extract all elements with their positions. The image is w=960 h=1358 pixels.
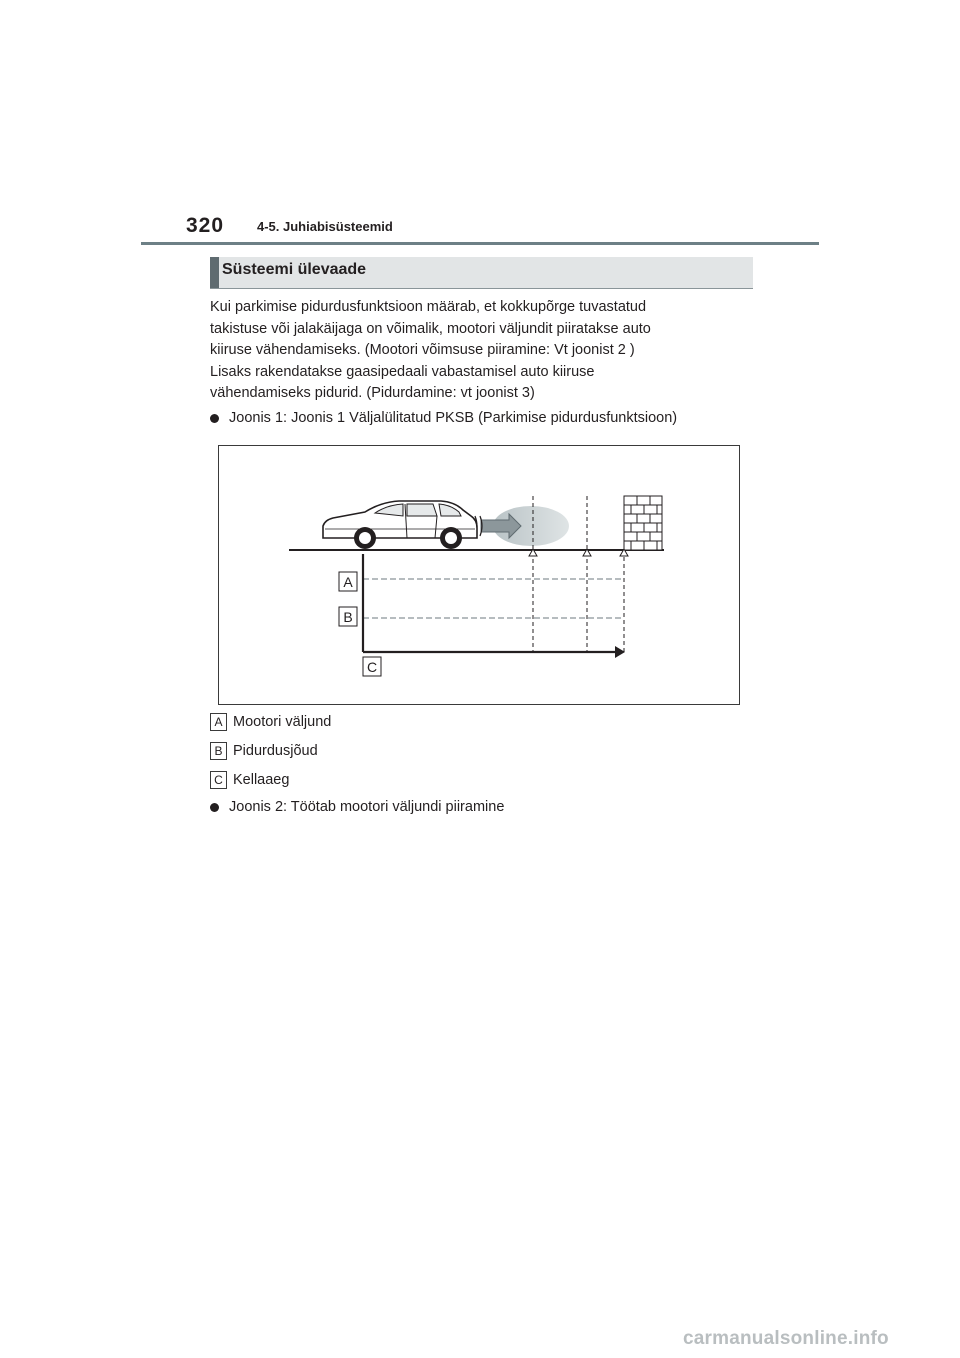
body-paragraph: [210, 297, 770, 405]
body-line: takistuse või jalakäijaga on võimalik, mootori väljundit piiratakse auto: [210, 320, 651, 337]
sensor-beam-icon: [475, 506, 569, 546]
bullet-dot-icon: [210, 414, 219, 423]
label-b: B: [343, 609, 353, 625]
legend-item-b: [210, 742, 318, 760]
bullet-text: Joonis 1: Joonis 1 Väljalülitatud PKSB (Parkimise pidurdusfunktsioon): [229, 410, 678, 426]
legend-text: Mootori väljund: [233, 714, 332, 730]
watermark: carmanualsonline.info: [683, 1328, 889, 1349]
body-line: Kui parkimise pidurdusfunktsioon määrab, et kokkupõrge tuvastatud: [210, 299, 647, 315]
legend-key-b: B: [210, 742, 227, 760]
page-number: 320: [186, 214, 225, 237]
body-line: kiiruse vähendamiseks. (Mootori võimsuse piiramine: Vt joonist 2 ): [210, 342, 635, 358]
body-line: Lisaks rakendatakse gaasipedaali vabastamisel auto kiiruse: [210, 363, 595, 380]
bullet-figure-2: [210, 799, 504, 815]
bullet-text: Joonis 2: Töötab mootori väljundi piiramine: [229, 799, 505, 815]
label-c: C: [366, 659, 378, 675]
legend-item-c: [210, 771, 289, 789]
body-line: vähendamiseks pidurid. (Pidurdamine: vt joonist 3): [210, 385, 535, 401]
section-heading-underline: [210, 288, 753, 289]
figure-1-svg: [219, 446, 739, 704]
car-icon: [323, 501, 477, 549]
label-a: A: [343, 574, 353, 590]
brick-wall-icon: [624, 496, 662, 550]
bullet-figure-1: [210, 410, 677, 426]
time-arrow-icon: [615, 646, 625, 658]
header-divider: [141, 242, 819, 245]
legend-item-a: [210, 713, 331, 731]
section-title: Süsteemi ülevaade: [222, 261, 367, 278]
legend-key-a: A: [210, 713, 227, 731]
chapter-title: 4-5. Juhiabisüsteemid: [257, 219, 393, 234]
bullet-dot-icon: [210, 803, 219, 812]
legend-text: Kellaaeg: [233, 772, 290, 788]
legend-text: Pidurdusjõud: [233, 743, 318, 759]
figure-1-diagram: [218, 445, 740, 705]
legend-key-c: C: [210, 771, 227, 789]
